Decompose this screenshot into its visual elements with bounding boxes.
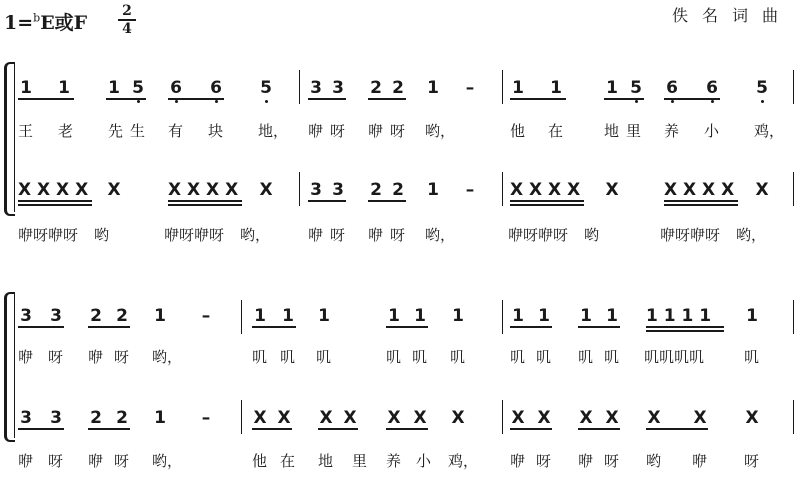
lyric: 里 [352,452,368,470]
note: – [465,78,475,98]
note: 5 [130,78,146,98]
lyric: 咿 [578,452,594,470]
lyric: 咿 [18,452,34,470]
rhythm: X X X X [18,180,89,200]
rhythm: – [201,408,211,428]
lyric: 咿呀咿呀 [660,226,721,244]
lyric: 地 [318,452,334,470]
note: 1 [512,306,524,326]
flat-sign: b [33,11,41,25]
note: 6 [168,78,184,98]
lyric: 呀 [114,452,130,470]
rhythm: X [413,408,427,428]
note: 1 [388,306,400,326]
lyric: 呀 [390,226,406,244]
rhythm: X [259,180,273,200]
note: 1 [580,306,592,326]
lyric: 呀 [114,348,130,366]
rhythm: X [693,408,707,428]
rhythm: X [579,408,593,428]
lyric: 在 [280,452,296,470]
lyric: 哟， [152,348,183,366]
note: 1 [746,306,758,326]
rhythm: X [253,408,267,428]
melody-row [18,78,794,108]
lyric: 咿 [88,452,104,470]
lyric: 呀 [48,452,64,470]
note: 3 [50,306,62,326]
note: 1 [20,78,32,98]
lyric: 咿 [18,348,34,366]
note: 1 [414,306,426,326]
rhythm: X [511,408,525,428]
lyric: 叽 [316,348,332,366]
rhythm: X [537,408,551,428]
note: 2 [370,78,382,98]
rhythm: 3 [332,180,344,200]
rhythm: – [465,180,475,200]
lyric-row [18,120,794,150]
lyric: 里 [626,122,642,140]
lyric-row [18,346,794,376]
rhythm: X [343,408,357,428]
lyric: 呀 [744,452,760,470]
lyric: 哟， [152,452,183,470]
lyric: 小 [704,122,720,140]
note: 2 [90,306,102,326]
lyric: 叽 [604,348,620,366]
note: 1 [606,78,618,98]
time-denominator: 4 [122,21,132,37]
lyric: 咿 [308,226,324,244]
lyric-row [18,450,794,480]
credit-line: 佚名词曲 [672,6,793,25]
note: 1 [108,78,120,98]
lyric: 叽 [536,348,552,366]
note: 5 [628,78,644,98]
note: 1 [318,306,330,326]
rhythm: X [605,180,619,200]
note: 1 [154,306,166,326]
key-value: E或F [40,12,88,34]
rhythm: 2 [116,408,128,428]
lyric: 哟 [646,452,662,470]
lyric: 老 [58,122,74,140]
lyric: 块 [208,122,224,140]
rhythm: X [755,180,769,200]
lyric: 养 [386,452,402,470]
rhythm-row [18,408,794,438]
rhythm: 3 [50,408,62,428]
melody-row [18,306,794,336]
note: 1 [254,306,266,326]
lyric: 叽 [386,348,402,366]
note: 6 [208,78,224,98]
note: 1 [427,78,439,98]
lyric: 在 [548,122,564,140]
lyric: 呀 [48,348,64,366]
note: 1 [538,306,550,326]
lyric: 叽 [280,348,296,366]
rhythm: 1 [154,408,166,428]
rhythm: 2 [392,180,404,200]
rhythm: 3 [310,180,322,200]
note: 2 [392,78,404,98]
lyric: 有 [168,122,184,140]
note: 5 [258,78,274,98]
lyric: 哟， [425,122,456,140]
lyric: 哟， [425,226,456,244]
note: 6 [704,78,720,98]
rhythm: X X X X [168,180,239,200]
lyric: 鸡， [754,122,785,140]
note: 6 [664,78,680,98]
lyric: 他 [252,452,268,470]
lyric: 咿呀咿呀 [508,226,569,244]
lyric: 呀 [604,452,620,470]
lyric: 叽 [744,348,760,366]
lyric: 咿 [510,452,526,470]
rhythm: X [647,408,661,428]
lyric: 呀 [330,122,346,140]
score-system-2 [0,292,794,470]
rhythm: X [387,408,401,428]
rhythm: X [319,408,333,428]
note: 3 [20,306,32,326]
lyric: 呀 [536,452,552,470]
lyric: 呀 [330,226,346,244]
note: 3 [310,78,322,98]
lyric: 叽 [450,348,466,366]
lyric: 哟， [736,226,767,244]
lyric: 生 [130,122,146,140]
key-label: 1= [4,12,34,34]
key-signature [4,8,87,35]
note: 1 1 1 1 [646,306,712,326]
lyric: 呀 [390,122,406,140]
lyric: 王 [18,122,34,140]
lyric: 鸡， [448,452,479,470]
time-signature [118,4,136,36]
rhythm: X X X X [510,180,581,200]
lyric: 地， [258,122,289,140]
rhythm: X X X X [664,180,735,200]
lyric: 咿 [692,452,708,470]
lyric: 叽 [510,348,526,366]
lyric: 咿 [368,226,384,244]
rhythm: 3 [20,408,32,428]
lyric: 先 [108,122,124,140]
lyric: 咿 [308,122,324,140]
lyric: 地 [604,122,620,140]
lyric: 叽 [412,348,428,366]
rhythm: 2 [90,408,102,428]
note: – [201,306,211,326]
lyric: 养 [664,122,680,140]
note: 1 [550,78,562,98]
note: 1 [452,306,464,326]
rhythm: X [745,408,759,428]
score-system-1 [0,62,794,244]
rhythm-row [18,180,794,210]
lyric: 叽 [252,348,268,366]
rhythm: 1 [427,180,439,200]
lyric: 哟 [584,226,600,244]
lyric: 他 [510,122,526,140]
rhythm: X [277,408,291,428]
note: 1 [58,78,70,98]
rhythm: X [107,180,121,200]
rhythm: X [605,408,619,428]
note: 1 [512,78,524,98]
lyric: 叽 [578,348,594,366]
note: 1 [606,306,618,326]
note: 2 [116,306,128,326]
lyric: 小 [416,452,432,470]
rhythm: 2 [370,180,382,200]
time-numerator: 2 [122,3,132,19]
lyric: 咿呀咿呀 [18,226,79,244]
lyric: 咿呀咿呀 [164,226,225,244]
note: 1 [282,306,294,326]
lyric: 哟 [94,226,110,244]
lyric: 咿 [88,348,104,366]
lyric-row [18,224,794,254]
lyric: 咿 [368,122,384,140]
note: 5 [754,78,770,98]
lyric: 哟， [240,226,271,244]
lyric: 叽叽叽叽 [644,348,705,366]
note: 3 [332,78,344,98]
rhythm: X [451,408,465,428]
